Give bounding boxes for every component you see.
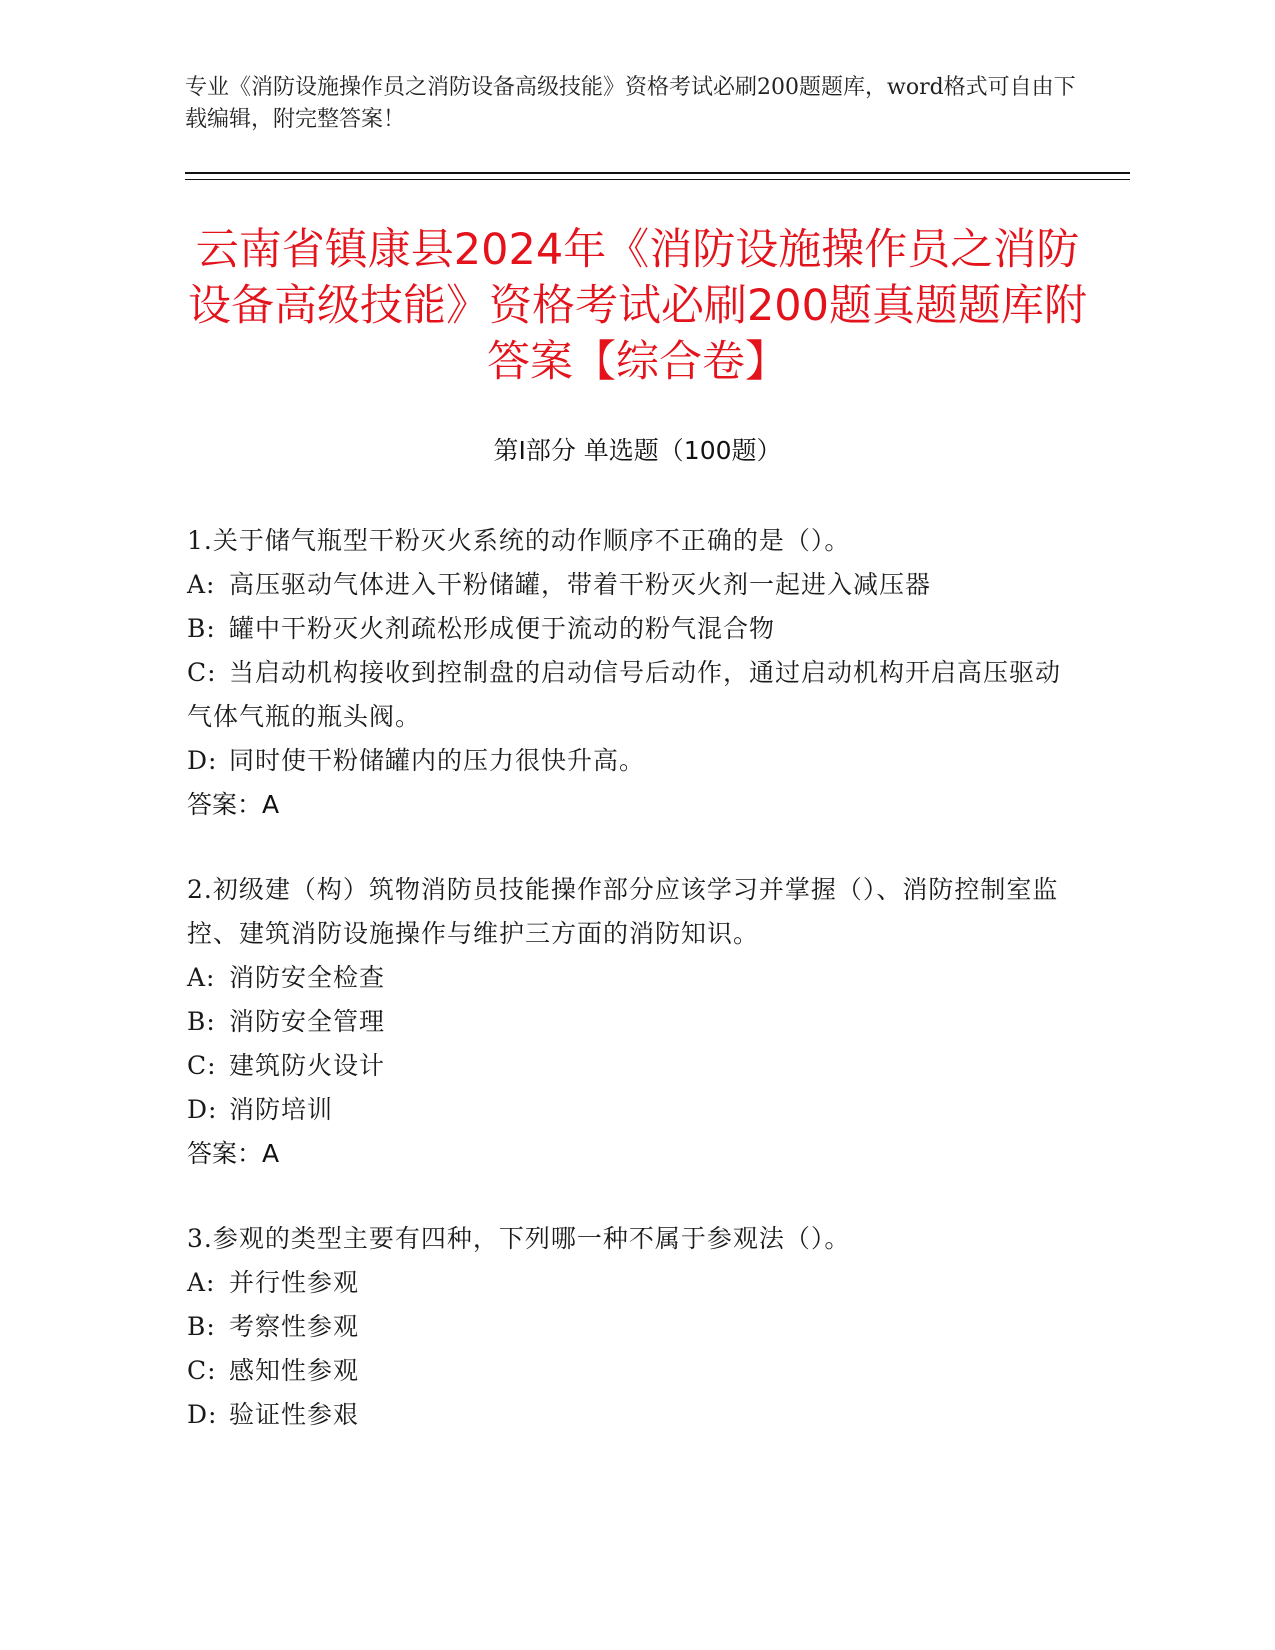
option-prefix: D: — [187, 1095, 218, 1124]
option-prefix: B: — [187, 1007, 216, 1036]
document-title: 云南省镇康县2024年《消防设施操作员之消防设备高级技能》资格考试必刷200题真题题库附答案【综合卷】 — [187, 225, 1088, 387]
header-rule-thin — [185, 179, 1130, 180]
option-text: 消防安全管理 — [229, 1007, 386, 1036]
answer-line: 答案：A — [187, 1139, 280, 1168]
option-d — [187, 1393, 1067, 1437]
option-a — [187, 956, 1067, 1000]
answer-line: 答案：A — [187, 790, 280, 819]
question-stem: 2.初级建（构）筑物消防员技能操作部分应该学习并掌握（）、消防控制室监控、建筑消防设施操作与维护三方面的消防知识。 — [187, 875, 1059, 948]
option-b — [187, 607, 1067, 651]
option-text: 消防培训 — [229, 1095, 334, 1124]
option-b — [187, 1305, 1067, 1349]
option-text: 消防安全检查 — [229, 963, 386, 992]
option-prefix: D: — [187, 746, 218, 775]
question-list — [187, 519, 1067, 1478]
header-note: 专业《消防设施操作员之消防设备高级技能》资格考试必刷200题题库，word格式可自由下载编辑，附完整答案！ — [185, 75, 1076, 132]
option-text: 高压驱动气体进入干粉储罐，带着干粉灭火剂一起进入减压器 — [229, 570, 932, 599]
option-d — [187, 739, 1067, 783]
question-3 — [187, 1217, 1067, 1437]
option-text: 感知性参观 — [229, 1356, 360, 1385]
option-text: 考察性参观 — [229, 1312, 360, 1341]
option-prefix: A: — [187, 963, 216, 992]
option-b — [187, 1000, 1067, 1044]
option-text: 建筑防火设计 — [229, 1051, 386, 1080]
option-c — [187, 1349, 1067, 1393]
option-d — [187, 1088, 1067, 1132]
option-a — [187, 563, 1067, 607]
option-prefix: C: — [187, 658, 217, 687]
option-text: 同时使干粉储罐内的压力很快升高。 — [229, 746, 646, 775]
option-prefix: A: — [187, 570, 216, 599]
option-text: 验证性参艰 — [229, 1400, 360, 1429]
section-heading: 第Ⅰ部分 单选题（100题） — [493, 436, 782, 465]
option-c — [187, 651, 1067, 739]
option-prefix: B: — [187, 614, 216, 643]
option-a — [187, 1261, 1067, 1305]
option-prefix: D: — [187, 1400, 218, 1429]
option-text: 并行性参观 — [229, 1268, 360, 1297]
header-rule-thick — [185, 172, 1130, 174]
option-text: 罐中干粉灭火剂疏松形成便于流动的粉气混合物 — [229, 614, 776, 643]
question-stem: 1.关于储气瓶型干粉灭火系统的动作顺序不正确的是（）。 — [187, 526, 851, 555]
option-c — [187, 1044, 1067, 1088]
option-prefix: A: — [187, 1268, 216, 1297]
option-prefix: C: — [187, 1051, 217, 1080]
question-2 — [187, 868, 1067, 1176]
option-prefix: C: — [187, 1356, 217, 1385]
option-prefix: B: — [187, 1312, 216, 1341]
question-stem: 3.参观的类型主要有四种，下列哪一种不属于参观法（）。 — [187, 1224, 851, 1253]
question-1 — [187, 519, 1067, 827]
option-text: 当启动机构接收到控制盘的启动信号后动作，通过启动机构开启高压驱动气体气瓶的瓶头阀。 — [187, 658, 1062, 731]
